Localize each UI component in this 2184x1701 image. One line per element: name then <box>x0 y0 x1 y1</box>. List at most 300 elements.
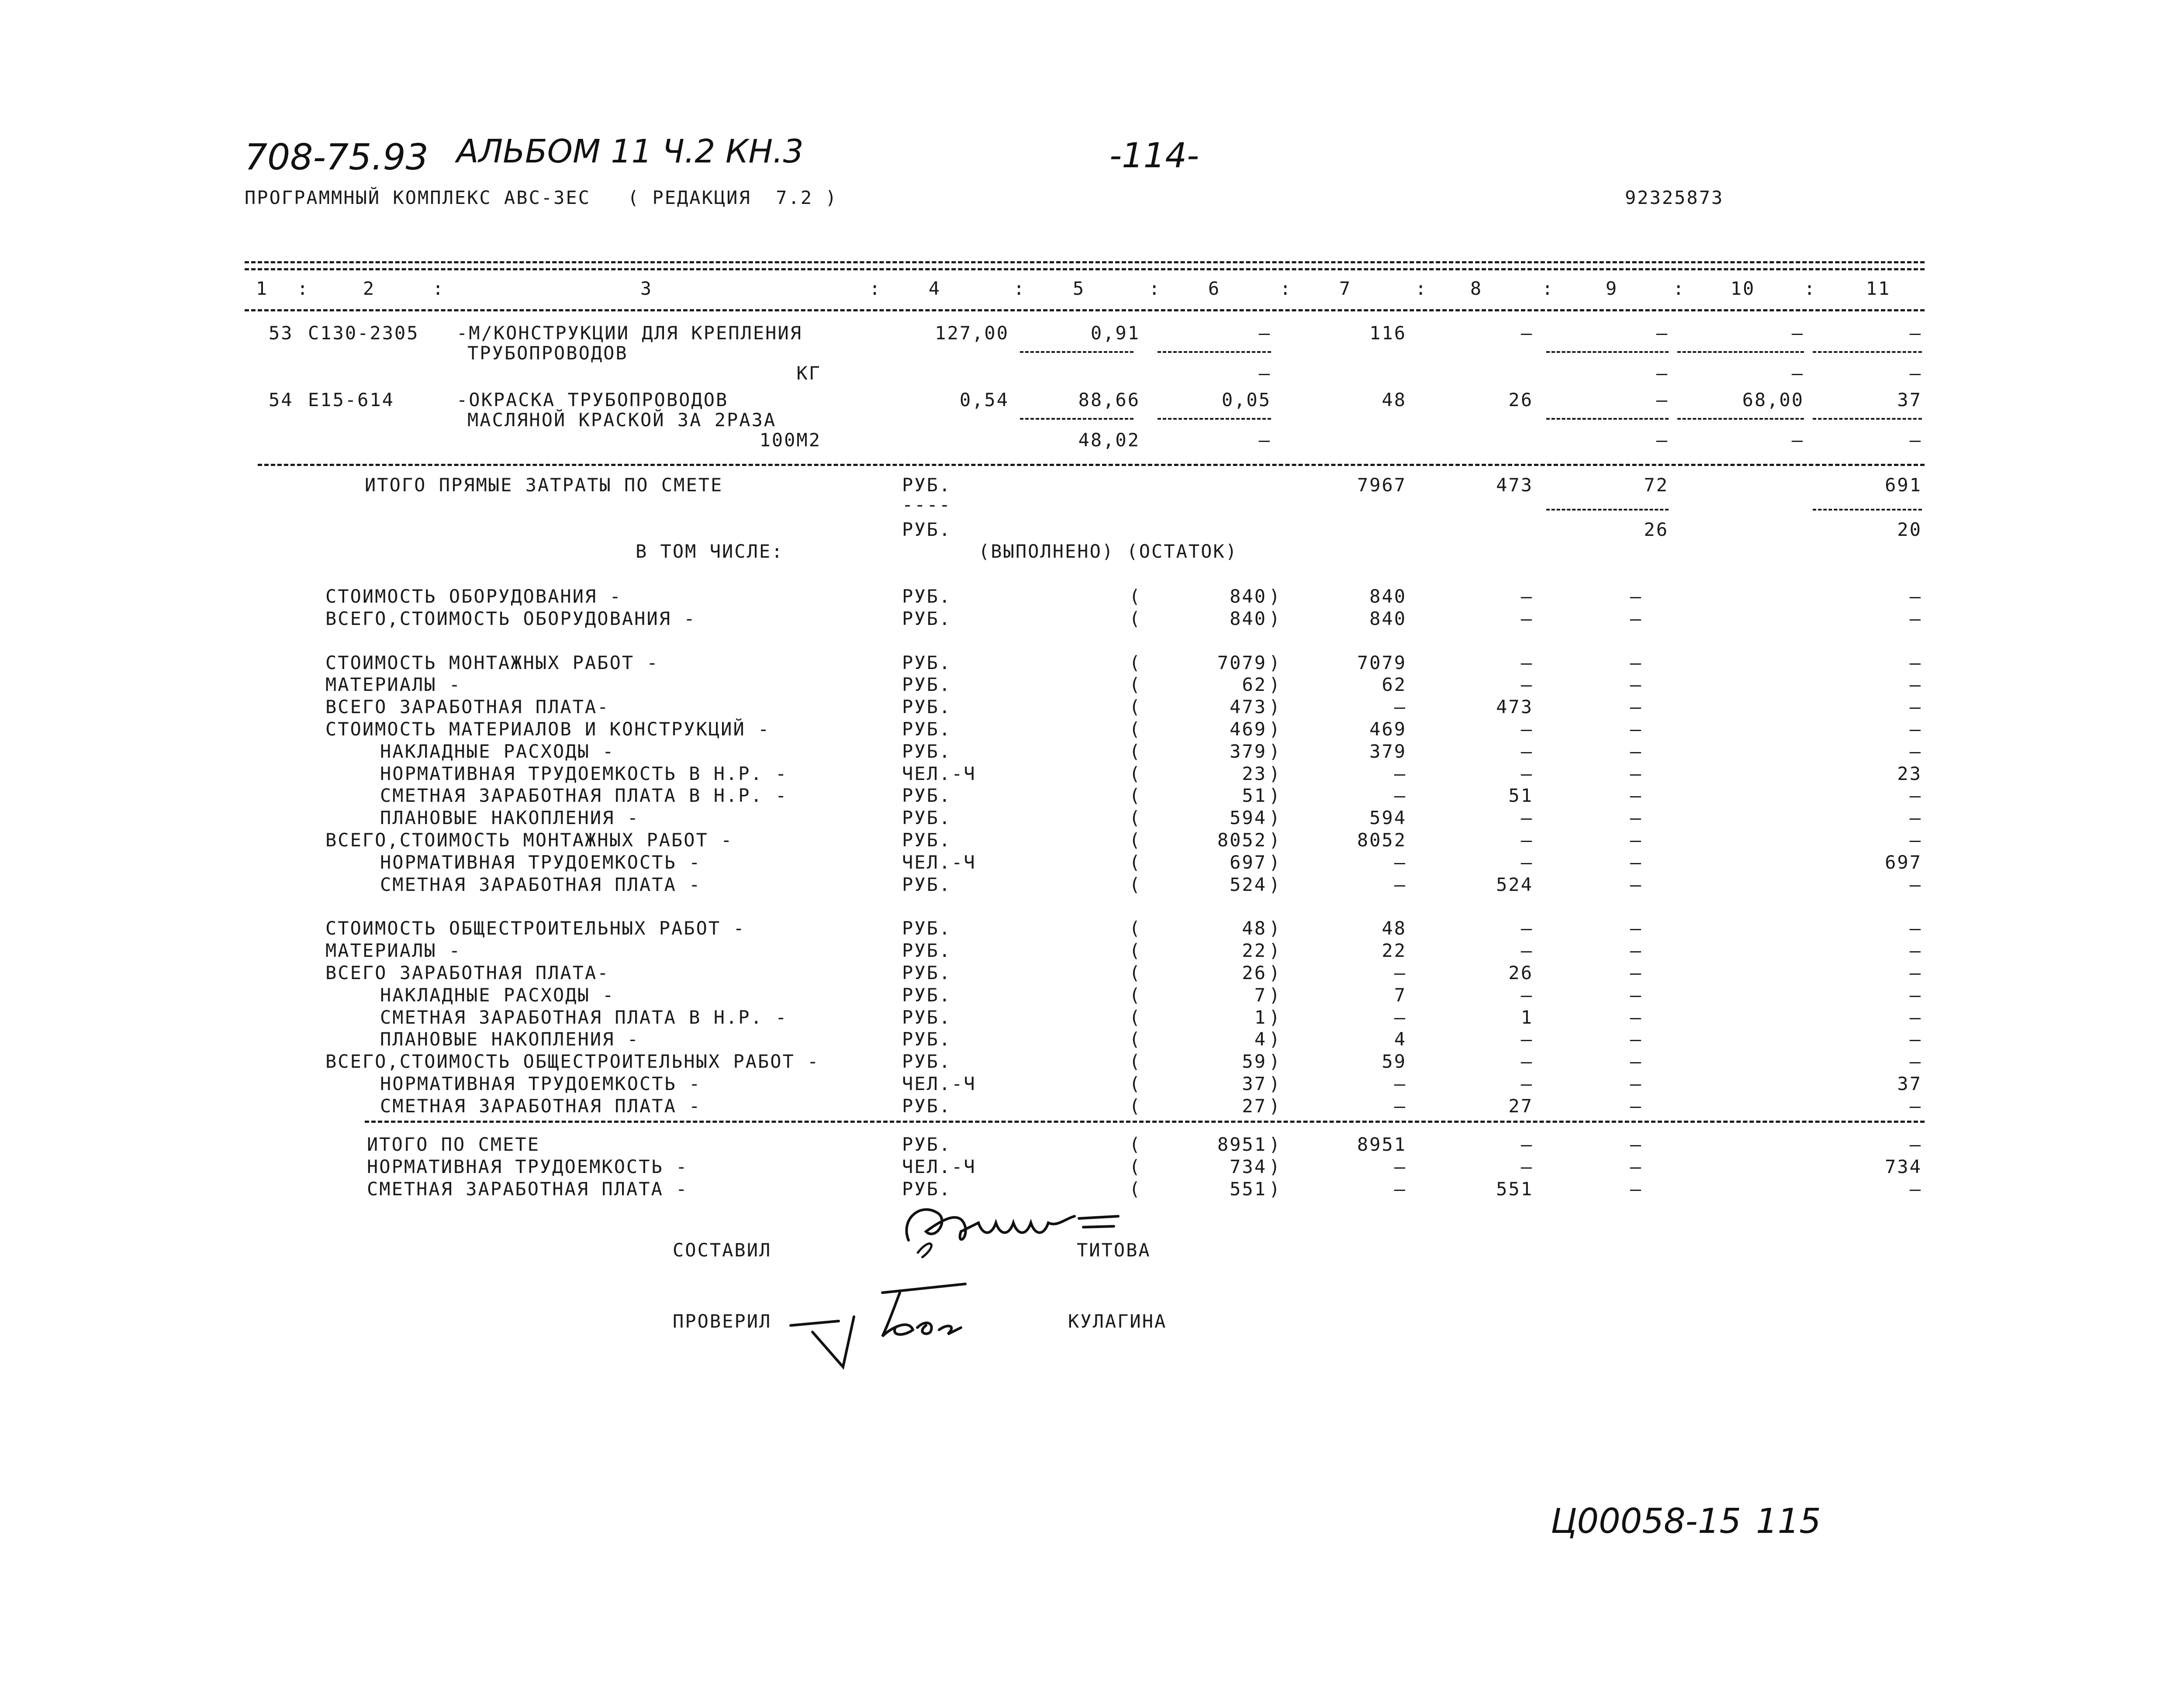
breakdown-row-unit: ЧЕЛ.-Ч <box>902 1156 976 1177</box>
breakdown-col8: 27 <box>1508 1095 1533 1117</box>
breakdown-done-value: 379 <box>1230 740 1267 762</box>
breakdown-col8: – <box>1521 1134 1533 1155</box>
breakdown-open-paren: ( <box>1129 674 1142 696</box>
breakdown-col9: – <box>1630 763 1642 784</box>
breakdown-col9: – <box>1630 652 1642 673</box>
breakdown-row-label: СТОИМОСТЬ МАТЕРИАЛОВ И КОНСТРУКЦИЙ - <box>325 718 771 740</box>
breakdown-row-unit: РУБ. <box>902 696 952 718</box>
breakdown-col8: – <box>1521 607 1533 629</box>
breakdown-col8: – <box>1521 984 1533 1006</box>
breakdown-row-unit: РУБ. <box>902 1095 952 1117</box>
breakdown-row-label: ВСЕГО,СТОИМОСТЬ ОБОРУДОВАНИЯ - <box>325 607 696 629</box>
breakdown-done-value: 473 <box>1230 696 1267 718</box>
item-col7: 48 <box>1382 389 1406 411</box>
breakdown-row-label: СМЕТНАЯ ЗАРАБОТНАЯ ПЛАТА - <box>367 1178 688 1200</box>
composed-label: СОСТАВИЛ <box>673 1239 772 1261</box>
breakdown-col8: 1 <box>1521 1006 1533 1028</box>
item-col4: 0,54 <box>959 389 1009 411</box>
item-col10: – <box>1791 322 1804 344</box>
breakdown-col9: – <box>1630 1073 1642 1094</box>
column-header-separator: : <box>1415 278 1428 299</box>
breakdown-done-value: 734 <box>1230 1156 1267 1177</box>
breakdown-col7: – <box>1394 1006 1406 1028</box>
breakdown-row-label: ИТОГО ПО СМЕТЕ <box>367 1134 540 1155</box>
breakdown-row-label: НОРМАТИВНАЯ ТРУДОЕМКОСТЬ - <box>380 1073 702 1094</box>
breakdown-col11: – <box>1909 829 1922 851</box>
breakdown-close-paren: ) <box>1269 851 1282 873</box>
breakdown-col8: – <box>1521 829 1533 851</box>
breakdown-col9: – <box>1630 1051 1642 1073</box>
breakdown-row-label: СМЕТНАЯ ЗАРАБОТНАЯ ПЛАТА - <box>380 873 702 895</box>
column-header-separator: : <box>1673 278 1686 299</box>
breakdown-open-paren: ( <box>1129 1134 1142 1155</box>
breakdown-row-label: НОРМАТИВНАЯ ТРУДОЕМКОСТЬ - <box>380 851 702 873</box>
breakdown-row-unit: РУБ. <box>902 1028 952 1050</box>
checked-name: КУЛАГИНА <box>1068 1311 1167 1332</box>
breakdown-done-value: 8052 <box>1217 829 1267 851</box>
breakdown-col8: – <box>1521 940 1533 962</box>
breakdown-open-paren: ( <box>1129 940 1142 962</box>
breakdown-col8: 473 <box>1496 696 1533 718</box>
item-subrule-col9 <box>1546 351 1669 353</box>
column-header-1: 1 <box>256 278 269 299</box>
breakdown-col9: – <box>1630 873 1642 895</box>
header-rule-top-2 <box>245 268 1925 270</box>
column-header-5: 5 <box>1072 278 1085 299</box>
handwritten-album: АЛЬБОМ 11 Ч.2 КН.3 <box>456 133 804 170</box>
breakdown-row-label: МАТЕРИАЛЫ - <box>325 674 462 696</box>
breakdown-col8: – <box>1521 718 1533 740</box>
breakdown-col7: 59 <box>1382 1051 1406 1073</box>
breakdown-col8: – <box>1521 740 1533 762</box>
breakdown-col7: – <box>1394 785 1406 807</box>
breakdown-close-paren: ) <box>1269 740 1282 762</box>
column-header-3: 3 <box>640 278 653 299</box>
breakdown-open-paren: ( <box>1129 962 1142 983</box>
breakdown-close-paren: ) <box>1269 1051 1282 1073</box>
breakdown-done-value: 26 <box>1242 962 1267 983</box>
column-header-separator: : <box>869 278 882 299</box>
checked-label: ПРОВЕРИЛ <box>673 1311 772 1332</box>
totals-unit-underline: ---- <box>902 494 952 515</box>
breakdown-close-paren: ) <box>1269 1028 1282 1050</box>
item-col6: – <box>1258 322 1271 344</box>
breakdown-open-paren: ( <box>1129 1028 1142 1050</box>
breakdown-done-value: 840 <box>1230 586 1267 607</box>
breakdown-col9: – <box>1630 674 1642 696</box>
breakdown-col9: – <box>1630 962 1642 983</box>
breakdown-open-paren: ( <box>1129 851 1142 873</box>
breakdown-row-label: СМЕТНАЯ ЗАРАБОТНАЯ ПЛАТА В Н.Р. - <box>380 1006 788 1028</box>
breakdown-close-paren: ) <box>1269 1095 1282 1117</box>
breakdown-row-unit: РУБ. <box>902 1051 952 1073</box>
breakdown-row-label: ВСЕГО,СТОИМОСТЬ ОБЩЕСТРОИТЕЛЬНЫХ РАБОТ - <box>325 1051 820 1073</box>
breakdown-open-paren: ( <box>1129 1073 1142 1094</box>
breakdown-col7: – <box>1394 962 1406 983</box>
breakdown-col9: – <box>1630 718 1642 740</box>
breakdown-close-paren: ) <box>1269 586 1282 607</box>
breakdown-done-value: 524 <box>1230 873 1267 895</box>
breakdown-col11: 734 <box>1885 1156 1922 1177</box>
breakdown-row-label: СМЕТНАЯ ЗАРАБОТНАЯ ПЛАТА В Н.Р. - <box>380 785 788 807</box>
breakdown-col9: – <box>1630 740 1642 762</box>
breakdown-open-paren: ( <box>1129 829 1142 851</box>
header-rule-bottom <box>245 309 1925 311</box>
breakdown-open-paren: ( <box>1129 1006 1142 1028</box>
breakdown-col9: – <box>1630 918 1642 939</box>
breakdown-col8: 51 <box>1508 785 1533 807</box>
breakdown-col7: 22 <box>1382 940 1406 962</box>
breakdown-col8: – <box>1521 807 1533 829</box>
breakdown-col9: – <box>1630 586 1642 607</box>
breakdown-open-paren: ( <box>1129 1156 1142 1177</box>
column-header-separator: : <box>1542 278 1555 299</box>
column-header-8: 8 <box>1470 278 1483 299</box>
breakdown-col9: – <box>1630 1095 1642 1117</box>
breakdown-close-paren: ) <box>1269 807 1282 829</box>
breakdown-col11: – <box>1909 696 1922 718</box>
header-rule-top-1 <box>245 261 1925 263</box>
column-header-separator: : <box>1280 278 1292 299</box>
breakdown-col11: – <box>1909 586 1922 607</box>
breakdown-col9: – <box>1630 1006 1642 1028</box>
breakdown-col9: – <box>1630 984 1642 1006</box>
item-unit: КГ <box>796 362 821 384</box>
items-rule-bottom <box>258 464 1925 466</box>
breakdown-col7: 840 <box>1369 607 1406 629</box>
item-unit: 100М2 <box>759 429 821 451</box>
item-col10: 68,00 <box>1742 389 1804 411</box>
breakdown-col7: 379 <box>1369 740 1406 762</box>
item-description: -ОКРАСКА ТРУБОПРОВОДОВ <box>456 389 729 411</box>
breakdown-col8: 551 <box>1496 1178 1533 1200</box>
breakdown-col11: 23 <box>1897 763 1922 784</box>
breakdown-col11: – <box>1909 940 1922 962</box>
item-sub-col11: – <box>1909 362 1922 384</box>
breakdown-label: В ТОМ ЧИСЛЕ: <box>636 541 784 562</box>
breakdown-row-label: ПЛАНОВЫЕ НАКОПЛЕНИЯ - <box>380 807 640 829</box>
breakdown-done-value: 23 <box>1242 763 1267 784</box>
breakdown-col9: – <box>1630 785 1642 807</box>
item-subrule-col11 <box>1813 418 1922 420</box>
item-col5: 88,66 <box>1078 389 1140 411</box>
breakdown-row-unit: РУБ. <box>902 873 952 895</box>
breakdown-col11: – <box>1909 984 1922 1006</box>
breakdown-row-label: НОРМАТИВНАЯ ТРУДОЕМКОСТЬ - <box>367 1156 688 1177</box>
breakdown-row-unit: РУБ. <box>902 785 952 807</box>
breakdown-close-paren: ) <box>1269 718 1282 740</box>
breakdown-open-paren: ( <box>1129 696 1142 718</box>
item-sub-col10: – <box>1791 429 1804 451</box>
totals-unit-2: РУБ. <box>902 519 952 540</box>
breakdown-col8: – <box>1521 586 1533 607</box>
breakdown-done-value: 4 <box>1254 1028 1267 1050</box>
breakdown-row-unit: РУБ. <box>902 652 952 673</box>
breakdown-done-value: 48 <box>1242 918 1267 939</box>
column-header-4: 4 <box>928 278 941 299</box>
breakdown-col7: – <box>1394 1156 1406 1177</box>
breakdown-columns: (ВЫПОЛНЕНО) (ОСТАТОК) <box>978 541 1238 562</box>
item-subrule-col10 <box>1677 351 1804 353</box>
item-description: -М/КОНСТРУКЦИИ ДЛЯ КРЕПЛЕНИЯ <box>456 322 803 344</box>
breakdown-col9: – <box>1630 1156 1642 1177</box>
breakdown-close-paren: ) <box>1269 696 1282 718</box>
breakdown-row-unit: РУБ. <box>902 586 952 607</box>
breakdown-close-paren: ) <box>1269 1178 1282 1200</box>
breakdown-col8: – <box>1521 1156 1533 1177</box>
totals-rule-col11 <box>1813 509 1922 511</box>
breakdown-done-value: 7 <box>1254 984 1267 1006</box>
breakdown-done-value: 27 <box>1242 1095 1267 1117</box>
breakdown-row-label: ВСЕГО,СТОИМОСТЬ МОНТАЖНЫХ РАБОТ - <box>325 829 733 851</box>
breakdown-col11: – <box>1909 785 1922 807</box>
item-col9: – <box>1656 389 1669 411</box>
breakdown-open-paren: ( <box>1129 984 1142 1006</box>
breakdown-close-paren: ) <box>1269 984 1282 1006</box>
column-header-11: 11 <box>1866 278 1891 299</box>
breakdown-col7: 8951 <box>1357 1134 1406 1155</box>
item-col6: 0,05 <box>1221 389 1271 411</box>
column-header-separator: : <box>1804 278 1817 299</box>
breakdown-col11: – <box>1909 807 1922 829</box>
breakdown-done-value: 697 <box>1230 851 1267 873</box>
breakdown-close-paren: ) <box>1269 785 1282 807</box>
breakdown-row-label: СТОИМОСТЬ ОБЩЕСТРОИТЕЛЬНЫХ РАБОТ - <box>325 918 746 939</box>
breakdown-row-unit: РУБ. <box>902 984 952 1006</box>
breakdown-row-unit: ЧЕЛ.-Ч <box>902 1073 976 1094</box>
breakdown-col11: – <box>1909 1028 1922 1050</box>
breakdown-col8: – <box>1521 652 1533 673</box>
breakdown-col11: – <box>1909 873 1922 895</box>
breakdown-col11: – <box>1909 1178 1922 1200</box>
item-code: С130-2305 <box>308 322 419 344</box>
breakdown-row-unit: ЧЕЛ.-Ч <box>902 763 976 784</box>
breakdown-row-unit: РУБ. <box>902 674 952 696</box>
item-number: 54 <box>269 389 294 411</box>
item-number: 53 <box>269 322 294 344</box>
breakdown-col7: 4 <box>1394 1028 1406 1050</box>
breakdown-col8: 26 <box>1508 962 1533 983</box>
breakdown-col7: 840 <box>1369 586 1406 607</box>
breakdown-col11: – <box>1909 1051 1922 1073</box>
breakdown-close-paren: ) <box>1269 607 1282 629</box>
footer-code: Ц00058-15 <box>1551 1502 1742 1541</box>
breakdown-done-value: 51 <box>1242 785 1267 807</box>
breakdown-row-unit: ЧЕЛ.-Ч <box>902 851 976 873</box>
breakdown-col9: – <box>1630 807 1642 829</box>
breakdown-col7: – <box>1394 1073 1406 1094</box>
breakdown-col8: – <box>1521 763 1533 784</box>
breakdown-row-unit: РУБ. <box>902 962 952 983</box>
breakdown-col7: – <box>1394 1095 1406 1117</box>
item-code: Е15-614 <box>308 389 395 411</box>
item-subrule-col11 <box>1813 351 1922 353</box>
breakdown-open-paren: ( <box>1129 718 1142 740</box>
item-col11: – <box>1909 322 1922 344</box>
totals-unit: РУБ. <box>902 474 952 496</box>
item-subrule-col6 <box>1158 351 1271 353</box>
breakdown-col7: 7 <box>1394 984 1406 1006</box>
breakdown-col11: 697 <box>1885 851 1922 873</box>
breakdown-open-paren: ( <box>1129 740 1142 762</box>
breakdown-col9: – <box>1630 1134 1642 1155</box>
column-header-10: 10 <box>1730 278 1755 299</box>
breakdown-open-paren: ( <box>1129 607 1142 629</box>
breakdown-row-unit: РУБ. <box>902 718 952 740</box>
item-col8: – <box>1521 322 1533 344</box>
item-col7: 116 <box>1369 322 1406 344</box>
breakdown-col7: – <box>1394 763 1406 784</box>
program-code: 92325873 <box>1625 187 1724 208</box>
breakdown-col8: – <box>1521 918 1533 939</box>
breakdown-close-paren: ) <box>1269 829 1282 851</box>
breakdown-close-paren: ) <box>1269 962 1282 983</box>
item-sub-col11: – <box>1909 429 1922 451</box>
column-header-6: 6 <box>1208 278 1221 299</box>
breakdown-row-label: МАТЕРИАЛЫ - <box>325 940 462 962</box>
column-header-separator: : <box>432 278 445 299</box>
breakdown-col8: – <box>1521 851 1533 873</box>
item-description-line2: ТРУБОПРОВОДОВ <box>467 342 628 364</box>
breakdown-done-value: 37 <box>1242 1073 1267 1094</box>
breakdown-done-value: 62 <box>1242 674 1267 696</box>
breakdown-done-value: 59 <box>1242 1051 1267 1073</box>
breakdown-col11: – <box>1909 740 1922 762</box>
handwritten-page-number: -114- <box>1109 136 1199 176</box>
breakdown-col9: – <box>1630 696 1642 718</box>
breakdown-col11: – <box>1909 1006 1922 1028</box>
item-subrule-col5 <box>1020 351 1133 353</box>
breakdown-row-unit: РУБ. <box>902 940 952 962</box>
breakdown-close-paren: ) <box>1269 1006 1282 1028</box>
breakdown-row-label: СМЕТНАЯ ЗАРАБОТНАЯ ПЛАТА - <box>380 1095 702 1117</box>
breakdown-row-unit: РУБ. <box>902 829 952 851</box>
column-header-2: 2 <box>363 278 376 299</box>
breakdown-col9: – <box>1630 1028 1642 1050</box>
breakdown-col7: 469 <box>1369 718 1406 740</box>
signature-kulagina <box>782 1275 983 1376</box>
breakdown-col8: – <box>1521 1028 1533 1050</box>
breakdown-col11: – <box>1909 652 1922 673</box>
item-subrule-col5 <box>1020 418 1133 420</box>
breakdown-done-value: 8951 <box>1217 1134 1267 1155</box>
breakdown-row-unit: РУБ. <box>902 807 952 829</box>
column-header-7: 7 <box>1339 278 1352 299</box>
breakdown-col11: – <box>1909 607 1922 629</box>
breakdown-open-paren: ( <box>1129 918 1142 939</box>
breakdown-close-paren: ) <box>1269 1073 1282 1094</box>
totals-col11: 691 <box>1885 474 1922 496</box>
breakdown-row-label: НОРМАТИВНАЯ ТРУДОЕМКОСТЬ В Н.Р. - <box>380 763 788 784</box>
breakdown-row-label: ПЛАНОВЫЕ НАКОПЛЕНИЯ - <box>380 1028 640 1050</box>
breakdown-close-paren: ) <box>1269 1156 1282 1177</box>
breakdown-row-unit: РУБ. <box>902 1178 952 1200</box>
handwritten-code: 708-75.93 <box>245 137 429 178</box>
breakdown-close-paren: ) <box>1269 1134 1282 1155</box>
item-subrule-col9 <box>1546 418 1669 420</box>
item-col5: 0,91 <box>1090 322 1140 344</box>
breakdown-done-value: 22 <box>1242 940 1267 962</box>
column-header-separator: : <box>297 278 310 299</box>
breakdown-col8: – <box>1521 1073 1533 1094</box>
totals-rule-col9 <box>1546 509 1669 511</box>
item-sub-col9: – <box>1656 429 1669 451</box>
breakdown-col7: 7079 <box>1357 652 1406 673</box>
breakdown-open-paren: ( <box>1129 1178 1142 1200</box>
totals-col11-b: 20 <box>1897 519 1922 540</box>
breakdown-col7: – <box>1394 696 1406 718</box>
breakdown-col7: 48 <box>1382 918 1406 939</box>
breakdown-col11: 37 <box>1897 1073 1922 1094</box>
breakdown-row-unit: РУБ. <box>902 1006 952 1028</box>
breakdown-col11: – <box>1909 1134 1922 1155</box>
item-col8: 26 <box>1508 389 1533 411</box>
final-rule <box>365 1121 1925 1123</box>
breakdown-close-paren: ) <box>1269 873 1282 895</box>
breakdown-close-paren: ) <box>1269 763 1282 784</box>
totals-col7: 7967 <box>1357 474 1406 496</box>
breakdown-row-label: СТОИМОСТЬ ОБОРУДОВАНИЯ - <box>325 586 622 607</box>
breakdown-close-paren: ) <box>1269 918 1282 939</box>
breakdown-done-value: 551 <box>1230 1178 1267 1200</box>
breakdown-open-paren: ( <box>1129 586 1142 607</box>
breakdown-done-value: 7079 <box>1217 652 1267 673</box>
breakdown-open-paren: ( <box>1129 1051 1142 1073</box>
breakdown-row-label: ВСЕГО ЗАРАБОТНАЯ ПЛАТА- <box>325 696 610 718</box>
item-sub-col9: – <box>1656 362 1669 384</box>
breakdown-col9: – <box>1630 829 1642 851</box>
breakdown-row-label: НАКЛАДНЫЕ РАСХОДЫ - <box>380 984 615 1006</box>
item-subrule-col10 <box>1677 418 1804 420</box>
breakdown-col11: – <box>1909 674 1922 696</box>
breakdown-row-unit: РУБ. <box>902 1134 952 1155</box>
breakdown-col11: – <box>1909 918 1922 939</box>
signature-titova <box>891 1192 1144 1262</box>
item-subrule-col6 <box>1158 418 1271 420</box>
breakdown-col11: – <box>1909 962 1922 983</box>
breakdown-col9: – <box>1630 940 1642 962</box>
breakdown-done-value: 840 <box>1230 607 1267 629</box>
column-header-separator: : <box>1149 278 1161 299</box>
breakdown-done-value: 594 <box>1230 807 1267 829</box>
breakdown-done-value: 469 <box>1230 718 1267 740</box>
breakdown-col8: – <box>1521 674 1533 696</box>
breakdown-col8: 524 <box>1496 873 1533 895</box>
breakdown-col9: – <box>1630 851 1642 873</box>
breakdown-col7: 8052 <box>1357 829 1406 851</box>
breakdown-open-paren: ( <box>1129 873 1142 895</box>
program-name: ПРОГРАММНЫЙ КОМПЛЕКС АВС-3ЕС ( РЕДАКЦИЯ 7.2 ) <box>245 187 838 208</box>
breakdown-col7: – <box>1394 873 1406 895</box>
breakdown-col9: – <box>1630 607 1642 629</box>
breakdown-col7: 594 <box>1369 807 1406 829</box>
item-sub-col6: – <box>1258 362 1271 384</box>
totals-col9-b: 26 <box>1644 519 1669 540</box>
column-header-9: 9 <box>1605 278 1618 299</box>
footer-page: 115 <box>1756 1502 1821 1541</box>
item-col11: 37 <box>1897 389 1922 411</box>
totals-label: ИТОГО ПРЯМЫЕ ЗАТРАТЫ ПО СМЕТЕ <box>365 474 723 496</box>
breakdown-open-paren: ( <box>1129 807 1142 829</box>
breakdown-close-paren: ) <box>1269 652 1282 673</box>
breakdown-col11: – <box>1909 1095 1922 1117</box>
breakdown-row-label: НАКЛАДНЫЕ РАСХОДЫ - <box>380 740 615 762</box>
breakdown-col9: – <box>1630 1178 1642 1200</box>
breakdown-row-unit: РУБ. <box>902 918 952 939</box>
totals-col8: 473 <box>1496 474 1533 496</box>
breakdown-open-paren: ( <box>1129 652 1142 673</box>
breakdown-col7: – <box>1394 851 1406 873</box>
